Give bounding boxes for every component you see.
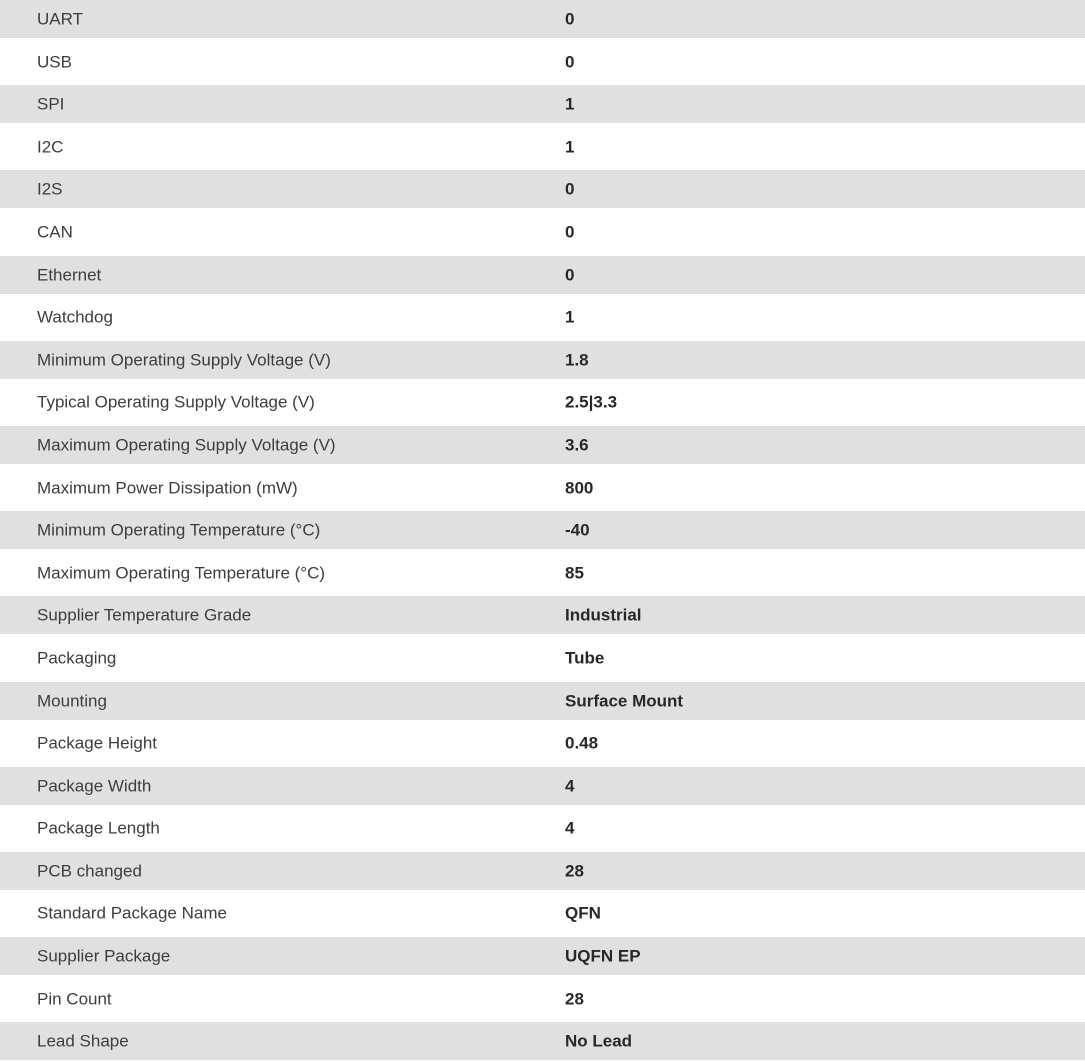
spec-attribute-value: 0 <box>565 265 575 285</box>
spec-attribute-label: Typical Operating Supply Voltage (V) <box>37 392 315 412</box>
table-row <box>0 469 1085 507</box>
spec-attribute-value: 3.6 <box>565 435 589 455</box>
spec-attribute-value: 0.48 <box>565 733 599 753</box>
spec-attribute-label: Supplier Package <box>37 946 171 966</box>
table-row <box>0 298 1085 336</box>
table-row <box>0 596 1085 634</box>
spec-attribute-label: Maximum Power Dissipation (mW) <box>37 478 298 498</box>
spec-attribute-label: Standard Package Name <box>37 903 227 923</box>
table-row <box>0 0 1085 38</box>
spec-attribute-label: I2C <box>37 137 64 157</box>
spec-attribute-value: UQFN EP <box>565 946 641 966</box>
spec-attribute-label: Lead Shape <box>37 1031 129 1051</box>
table-row <box>0 894 1085 932</box>
table-row <box>0 852 1085 890</box>
spec-attribute-label: Minimum Operating Temperature (°C) <box>37 520 321 540</box>
spec-attribute-value: QFN <box>565 903 601 923</box>
table-row <box>0 43 1085 81</box>
table-row <box>0 213 1085 251</box>
spec-attribute-label: Package Width <box>37 776 152 796</box>
spec-attribute-value: 4 <box>565 818 575 838</box>
spec-attribute-value: 85 <box>565 563 584 583</box>
spec-attribute-label: Package Length <box>37 818 160 838</box>
spec-attribute-label: CAN <box>37 222 73 242</box>
table-row <box>0 256 1085 294</box>
spec-attribute-value: 1 <box>565 137 575 157</box>
spec-attribute-label: Watchdog <box>37 307 113 327</box>
spec-attribute-value: 28 <box>565 861 584 881</box>
spec-attribute-label: Maximum Operating Temperature (°C) <box>37 563 326 583</box>
spec-attribute-value: 2.5|3.3 <box>565 392 618 412</box>
table-row <box>0 85 1085 123</box>
table-row <box>0 639 1085 677</box>
table-row <box>0 426 1085 464</box>
spec-attribute-value: 0 <box>565 9 575 29</box>
spec-attribute-label: Pin Count <box>37 989 112 1009</box>
spec-attribute-value: 4 <box>565 776 575 796</box>
spec-attribute-value: 0 <box>565 52 575 72</box>
table-row <box>0 809 1085 847</box>
spec-attribute-value: 1.8 <box>565 350 589 370</box>
spec-attribute-label: Maximum Operating Supply Voltage (V) <box>37 435 336 455</box>
table-row <box>0 682 1085 720</box>
spec-attribute-label: SPI <box>37 94 65 114</box>
table-row <box>0 341 1085 379</box>
spec-attribute-value: 28 <box>565 989 584 1009</box>
table-row <box>0 554 1085 592</box>
spec-attribute-label: Ethernet <box>37 265 102 285</box>
spec-attribute-value: Surface Mount <box>565 691 684 710</box>
spec-attribute-label: Packaging <box>37 648 117 668</box>
spec-attribute-value: No Lead <box>565 1031 633 1051</box>
spec-attribute-value: Industrial <box>565 605 642 625</box>
table-row <box>0 767 1085 805</box>
spec-attribute-value: Tube <box>565 648 605 668</box>
table-row <box>0 128 1085 166</box>
spec-attribute-label: Mounting <box>37 691 107 710</box>
spec-attribute-value: -40 <box>565 520 590 540</box>
spec-attribute-value: 0 <box>565 222 575 242</box>
table-row <box>0 383 1085 421</box>
spec-attribute-value: 1 <box>565 307 575 327</box>
spec-attribute-value: 0 <box>565 179 575 199</box>
table-row <box>0 937 1085 975</box>
spec-attribute-value: 800 <box>565 478 594 498</box>
spec-attribute-label: UART <box>37 9 83 29</box>
table-row <box>0 170 1085 208</box>
spec-attribute-label: Supplier Temperature Grade <box>37 605 252 625</box>
spec-attribute-label: PCB changed <box>37 861 142 881</box>
spec-attribute-label: USB <box>37 52 72 72</box>
spec-attribute-label: Package Height <box>37 733 158 753</box>
spec-attribute-value: 1 <box>565 94 575 114</box>
table-row <box>0 511 1085 549</box>
table-row <box>0 980 1085 1018</box>
spec-attribute-label: I2S <box>37 179 63 199</box>
table-row <box>0 724 1085 762</box>
spec-attribute-label: Minimum Operating Supply Voltage (V) <box>37 350 331 370</box>
table-row <box>0 1022 1085 1060</box>
